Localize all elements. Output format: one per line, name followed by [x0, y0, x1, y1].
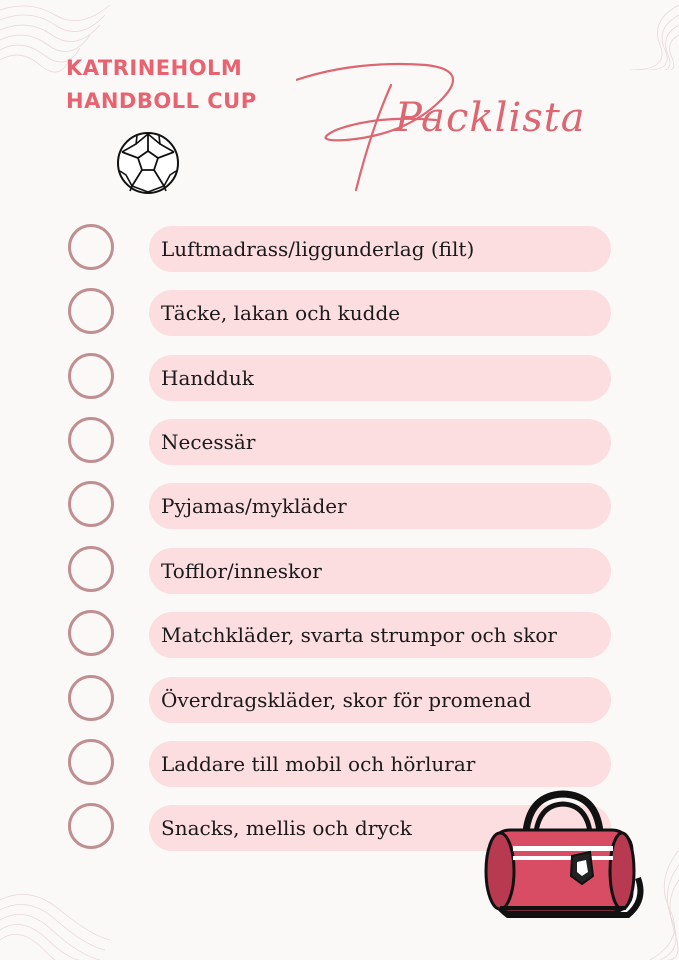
item-pill: [149, 548, 611, 594]
item-pill: [149, 290, 611, 336]
item-label: Tofflor/inneskor: [161, 559, 322, 583]
list-item: [68, 355, 613, 401]
list-item: [68, 419, 613, 465]
script-title: Packlista: [395, 95, 586, 141]
item-label: Handduk: [161, 366, 254, 390]
list-item: [68, 677, 613, 723]
checkbox[interactable]: [68, 288, 114, 334]
checkbox[interactable]: [68, 675, 114, 721]
list-item: [68, 612, 613, 658]
list-item: [68, 290, 613, 336]
sports-bag-icon: [478, 790, 648, 930]
list-item: [68, 483, 613, 529]
item-pill: [149, 741, 611, 787]
handball-icon: [116, 131, 180, 195]
checkbox[interactable]: [68, 546, 114, 592]
checkbox[interactable]: [68, 610, 114, 656]
list-item: [68, 226, 613, 272]
item-label: Snacks, mellis och dryck: [161, 816, 412, 840]
decorative-waves-bottom-left: [0, 880, 110, 960]
list-item: [68, 548, 613, 594]
list-item: [68, 741, 613, 787]
item-pill: [149, 419, 611, 465]
item-label: Necessär: [161, 430, 256, 454]
checkbox[interactable]: [68, 224, 114, 270]
title-line-2: HANDBOLL CUP: [66, 89, 257, 113]
event-title: [66, 52, 257, 118]
checkbox[interactable]: [68, 739, 114, 785]
item-label: Laddare till mobil och hörlurar: [161, 752, 476, 776]
item-pill: [149, 226, 611, 272]
item-pill: [149, 677, 611, 723]
item-pill: [149, 612, 611, 658]
item-label: Täcke, lakan och kudde: [161, 301, 401, 325]
title-line-1: KATRINEHOLM: [66, 56, 243, 80]
checkbox[interactable]: [68, 803, 114, 849]
checkbox[interactable]: [68, 353, 114, 399]
decorative-waves-top-right: [600, 0, 679, 70]
item-label: Matchkläder, svarta strumpor och skor: [161, 623, 557, 647]
item-label: Överdragskläder, skor för promenad: [161, 688, 532, 712]
checkbox[interactable]: [68, 481, 114, 527]
item-pill: [149, 483, 611, 529]
item-label: Pyjamas/mykläder: [161, 494, 347, 518]
checkbox[interactable]: [68, 417, 114, 463]
item-pill: [149, 355, 611, 401]
item-label: Luftmadrass/liggunderlag (filt): [161, 237, 475, 261]
